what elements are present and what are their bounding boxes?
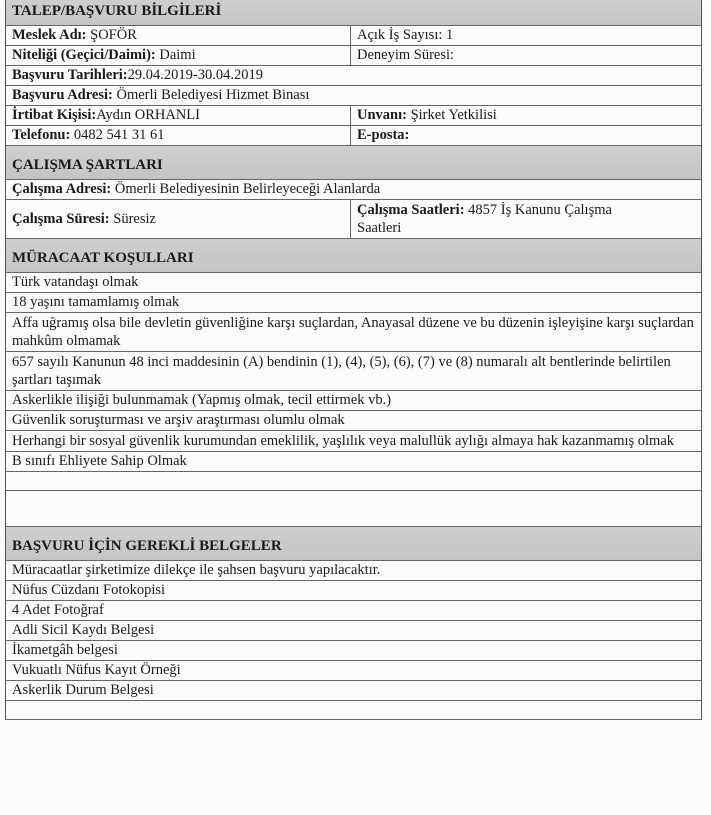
title-value: Şirket Yetkilisi <box>410 107 497 123</box>
phone-label: Telefonu: <box>12 127 71 143</box>
list-item: Vukuatlı Nüfus Kayıt Örneği <box>6 661 701 681</box>
nature-value: Daimi <box>159 47 196 63</box>
list-item: Askerlik Durum Belgesi <box>6 681 701 701</box>
email-label: E-posta: <box>357 127 410 143</box>
list-item: B sınıfı Ehliyete Sahip Olmak <box>6 452 701 472</box>
work-duration-value: Süresiz <box>113 210 156 227</box>
work-duration-label: Çalışma Süresi: <box>12 210 110 227</box>
list-item: Adli Sicil Kaydı Belgesi <box>6 621 701 641</box>
list-item: Müracaatlar şirketimize dilekçe ile şahsen başvuru yapılacaktır. <box>6 561 701 581</box>
list-item: Güvenlik soruşturması ve arşiv araştırması olumlu olmak <box>6 411 701 431</box>
dates-label: Başvuru Tarihleri: <box>12 67 128 83</box>
list-item: 18 yaşını tamamlamış olmak <box>6 293 701 313</box>
experience-duration: Deneyim Süresi: <box>357 47 455 63</box>
section-title: BAŞVURU İÇİN GEREKLİ BELGELER <box>12 538 282 554</box>
list-item: Askerlikle ilişiği bulunmamak (Yapmış olmak, tecil ettirmek vb.) <box>6 391 701 411</box>
nature-label: Niteliği (Geçici/Daimi): <box>12 47 156 63</box>
list-item: 657 sayılı Kanunun 48 inci maddesinin (A) bendinin (1), (4), (5), (6), (7) ve (8) numaralı alt bentlerinde belirtilen şartları taşımak <box>6 352 701 391</box>
section-title: MÜRACAAT KOŞULLARI <box>12 250 194 266</box>
empty-row <box>6 701 701 720</box>
list-item: 4 Adet Fotoğraf <box>6 601 701 621</box>
form-row-dates <box>6 66 701 86</box>
contact-value: Aydın ORHANLI <box>96 107 200 123</box>
list-item: Nüfus Cüzdanı Fotokopisi <box>6 581 701 601</box>
form-row-nature <box>6 46 701 66</box>
address-value: Ömerli Belediyesi Hizmet Binası <box>116 87 310 103</box>
form-row-profession <box>6 26 701 46</box>
section-header-working-conditions <box>6 146 701 180</box>
list-item: Türk vatandaşı olmak <box>6 273 701 293</box>
list-item: Affa uğramış olsa bile devletin güvenliğine karşı suçlardan, Anayasal düzene ve bu düzenin işleyişine karşı suçlardan mahkûm olmamak <box>6 313 701 352</box>
work-address-value: Ömerli Belediyesinin Belirleyeceği Alanlarda <box>114 181 381 197</box>
profession-value: ŞOFÖR <box>90 27 137 43</box>
work-address-label: Çalışma Adresi: <box>12 181 112 197</box>
work-hours-label: Çalışma Saatleri: <box>357 202 465 218</box>
list-item: Herhangi bir sosyal güvenlik kurumundan emeklilik, yaşlılık veya malullük aylığı almaya hak kazanmamış olmak <box>6 431 701 452</box>
form-row-phone <box>6 126 701 146</box>
section-header-application-conditions <box>6 239 701 273</box>
work-hours-value: 4857 İş Kanunu Çalışma Saatleri <box>357 202 612 236</box>
form-row-work-duration <box>6 200 701 239</box>
empty-row <box>6 472 701 491</box>
title-label: Unvanı: <box>357 107 407 123</box>
section-header-application-info <box>6 0 701 26</box>
profession-label: Meslek Adı: <box>12 27 87 43</box>
application-form <box>5 0 702 720</box>
form-row-contact <box>6 106 701 126</box>
form-row-work-address <box>6 180 701 200</box>
spacer <box>6 491 701 527</box>
list-item: İkametgâh belgesi <box>6 641 701 661</box>
form-row-address <box>6 86 701 106</box>
open-positions: Açık İş Sayısı: 1 <box>357 27 454 43</box>
section-title: TALEP/BAŞVURU BİLGİLERİ <box>12 3 222 19</box>
section-header-required-documents <box>6 527 701 561</box>
phone-value: 0482 541 31 61 <box>73 127 165 143</box>
address-label: Başvuru Adresi: <box>12 87 113 103</box>
section-title: ÇALIŞMA ŞARTLARI <box>12 157 163 173</box>
contact-label: İrtibat Kişisi: <box>12 107 97 123</box>
dates-value: 29.04.2019-30.04.2019 <box>127 67 263 83</box>
